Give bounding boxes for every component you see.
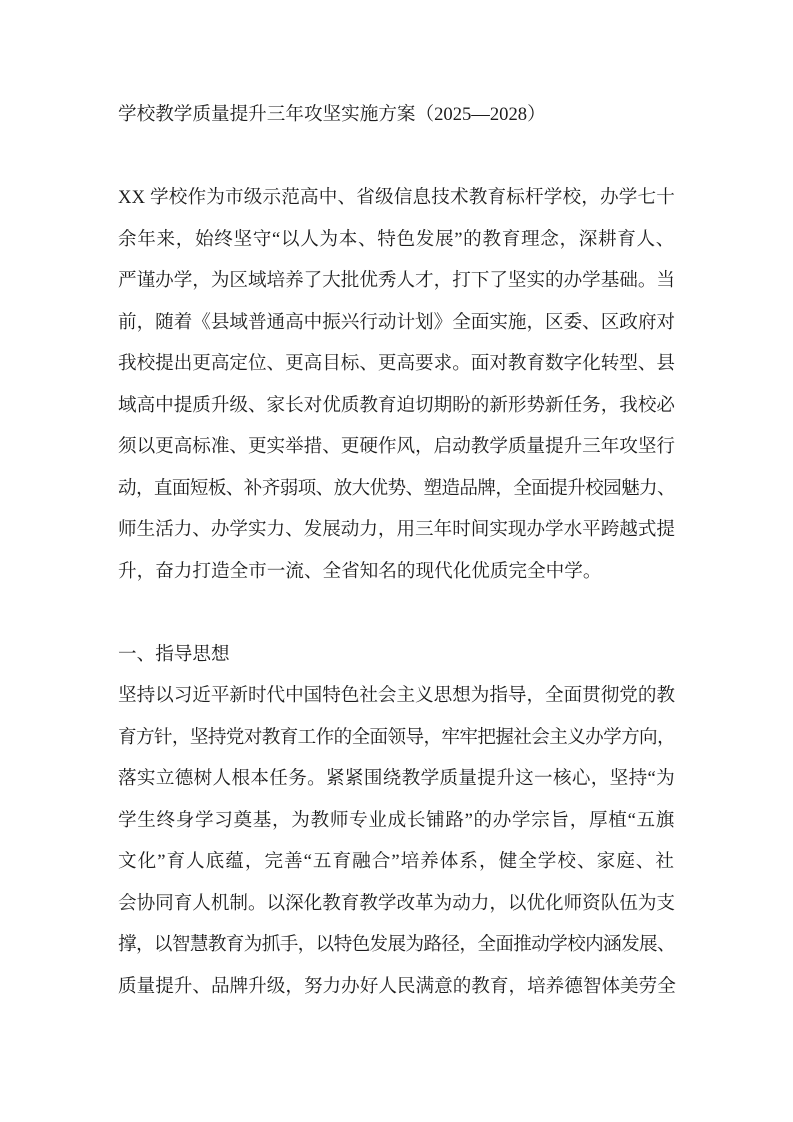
text-line: XX 学校作为市级示范高中、省级信息技术教育标杆学校，办学七十 <box>118 187 675 208</box>
text-line: 文化”育人底蕴，完善“五育融合”培养体系，健全学校、家庭、社 <box>118 851 675 872</box>
blank-line <box>118 592 675 634</box>
blank-line <box>118 136 675 178</box>
text-line: 余年来，始终坚守“以人为本、特色发展”的教育理念，深耕育人、 <box>118 228 675 250</box>
text-line: 须以更高标准、更实举措、更硬作风，启动教学质量提升三年攻坚行 <box>118 436 675 457</box>
text-line: 坚持以习近平新时代中国特色社会主义思想为指导，全面贯彻党的教 <box>118 685 675 706</box>
text-line: 质量提升、品牌升级，努力办好人民满意的教育，培养德智体美劳全 <box>118 975 676 997</box>
document-title: 学校教学质量提升三年攻坚实施方案（2025—2028） <box>118 104 546 125</box>
text-line: 我校提出更高定位、更高目标、更高要求。面对教育数字化转型、县 <box>118 353 675 374</box>
text-line: 域高中提质升级、家长对优质教育迫切期盼的新形势新任务，我校必 <box>118 394 675 416</box>
paragraph-guiding-ideology <box>118 675 675 1007</box>
text-line: 前，随着《县域普通高中振兴行动计划》全面实施，区委、区政府对 <box>118 311 675 333</box>
paragraph-intro <box>118 177 675 592</box>
text-line: 严谨办学，为区域培养了大批优秀人才，打下了坚实的办学基础。当 <box>118 270 675 291</box>
text-line: 会协同育人机制。以深化教育教学改革为动力，以优化师资队伍为支 <box>118 892 675 914</box>
document <box>118 94 675 1007</box>
text-line: 学生终身学习奠基，为教师专业成长铺路”的办学宗旨，厚植“五旗 <box>118 809 675 831</box>
text-line: 师生活力、办学实力、发展动力，用三年时间实现办学水平跨越式提 <box>118 519 675 540</box>
text-line: 育方针，坚持党对教育工作的全面领导，牢牢把握社会主义办学方向， <box>118 726 675 748</box>
section-heading: 一、指导思想 <box>118 643 230 665</box>
text-line: 动，直面短板、补齐弱项、放大优势、塑造品牌，全面提升校园魅力、 <box>118 477 675 499</box>
text-line: 落实立德树人根本任务。紧紧围绕教学质量提升这一核心，坚持“为 <box>118 768 675 789</box>
text-line: 升，奋力打造全市一流、全省知名的现代化优质完全中学。 <box>118 560 602 582</box>
text-line: 撑，以智慧教育为抓手，以特色发展为路径，全面推动学校内涵发展、 <box>118 934 675 955</box>
